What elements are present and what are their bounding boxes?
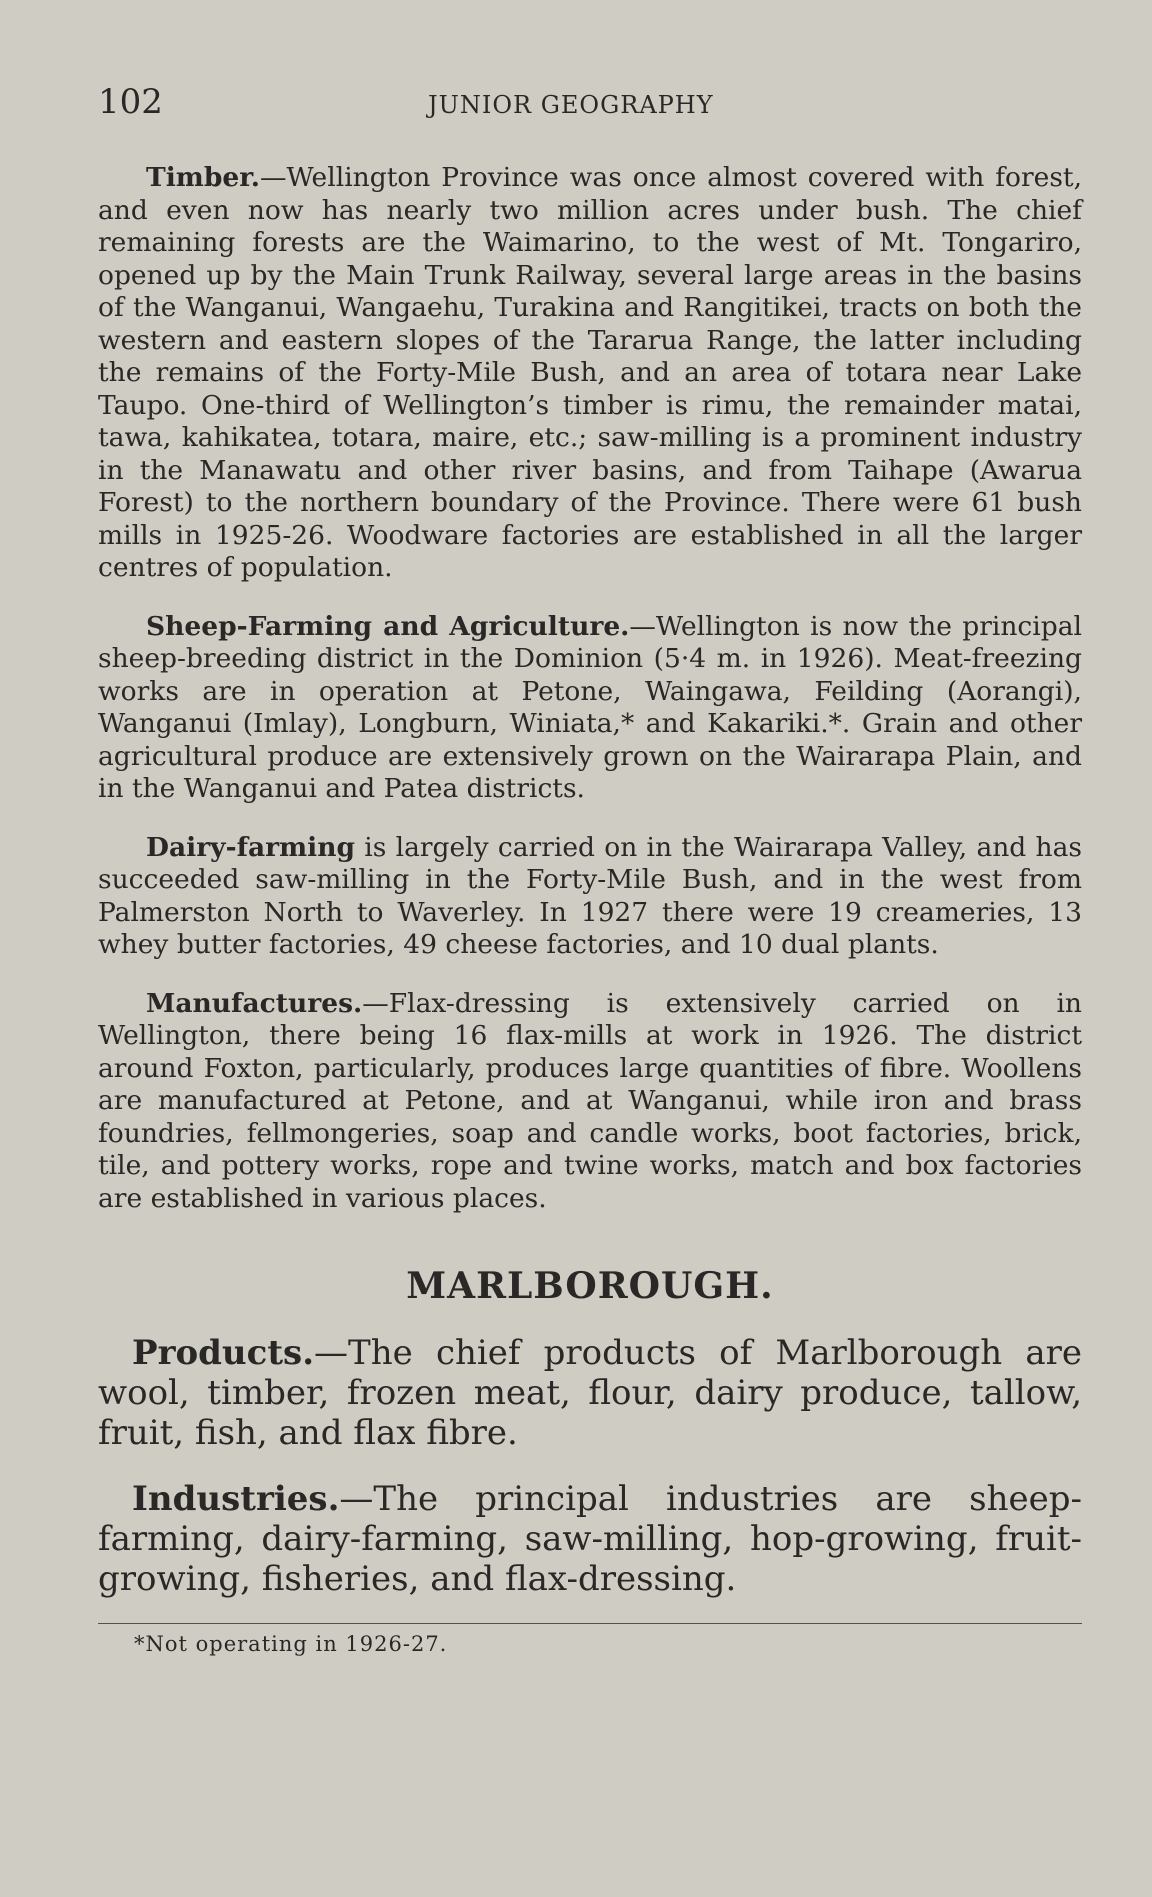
- paragraph-lead: Manufactures.: [146, 987, 363, 1019]
- paragraph-manufactures: [98, 988, 1082, 1216]
- running-title: JUNIOR GEOGRAPHY: [428, 91, 714, 119]
- paragraph-lead: Dairy-farming: [146, 831, 356, 863]
- page-header: [98, 82, 1082, 142]
- paragraph-dairy-farming: [98, 832, 1082, 962]
- paragraph-body: —Flax-dressing is extensively carried on in Wellington, there being 16 flax-mills at work in 1926. The district around Foxton, particularly, produces large quantities of fibre. Woollens are manufactured at Petone, and at Wanganui, while iron and brass foundries, fellmongeries, soap and candle works, boot factories, brick, tile, and pottery works, rope and twine works, match and box factories are established in various places.: [98, 987, 1082, 1214]
- paragraph-lead: Timber.: [146, 162, 260, 193]
- paragraph-lead: Industries.: [132, 1479, 340, 1519]
- paragraph-products: [98, 1333, 1082, 1453]
- paragraph-lead: Products.: [132, 1333, 315, 1373]
- paragraph-body: —The chief products of Marlborough are wool, timber, frozen meat, flour, dairy produce, tallow, fruit, fish, and flax fibre.: [98, 1333, 1082, 1453]
- paragraph-body: —Wellington is now the principal sheep-breeding district in the Dominion (5·4 m. in 1926). Meat-freezing works are in operation at Petone, Waingawa, Feilding (Aorangi), Wanganui (Imlay), Longburn, Winiata,* and Kakariki.*. Grain and other agricultural produce are extensively grown on the Wairarapa Plain, and in the Wanganui and Patea districts.: [98, 610, 1082, 804]
- paragraph-body: —Wellington Province was once almost covered with forest, and even now has nearly two million acres under bush. The chief remaining forests are the Waimarino, to the west of Mt. Tongariro, opened up by the Main Trunk Railway, several large areas in the basins of the Wanganui, Wangaehu, Turakina and Rangitikei, tracts on both the western and eastern slopes of the Tararua Range, the latter including the remains of the Forty-Mile Bush, and an area of totara near Lake Taupo. One-third of Wellington’s timber is rimu, the remainder matai, tawa, kahikatea, totara, maire, etc.; saw-milling is a prominent industry in the Manawatu and other river basins, and from Taihape (Awarua Forest) to the northern boundary of the Province. There were 61 bush mills in 1925-26. Woodware factories are established in all the larger centres of population.: [98, 162, 1082, 583]
- paragraph-body: is largely carried on in the Wairarapa Valley, and has succeeded saw-milling in the Forty-Mile Bush, and in the west from Palmerston North to Waverley. In 1927 there were 19 creameries, 13 whey butter factories, 49 cheese factories, and 10 dual plants.: [98, 831, 1082, 960]
- paragraph-timber: [98, 162, 1082, 585]
- page-number: 102: [98, 82, 163, 122]
- paragraph-industries: [98, 1479, 1082, 1599]
- paragraph-sheep-farming: [98, 611, 1082, 806]
- footnote: *Not operating in 1926-27.: [134, 1632, 448, 1656]
- section-heading-marlborough: MARLBOROUGH.: [406, 1265, 774, 1307]
- footnote-divider: [98, 1623, 1082, 1624]
- paragraph-lead: Sheep-Farming and Agriculture.: [146, 610, 630, 642]
- paragraph-body: —The principal industries are sheep-farming, dairy-farming, saw-milling, hop-growing, fruit-growing, fisheries, and flax-dressing.: [98, 1479, 1082, 1599]
